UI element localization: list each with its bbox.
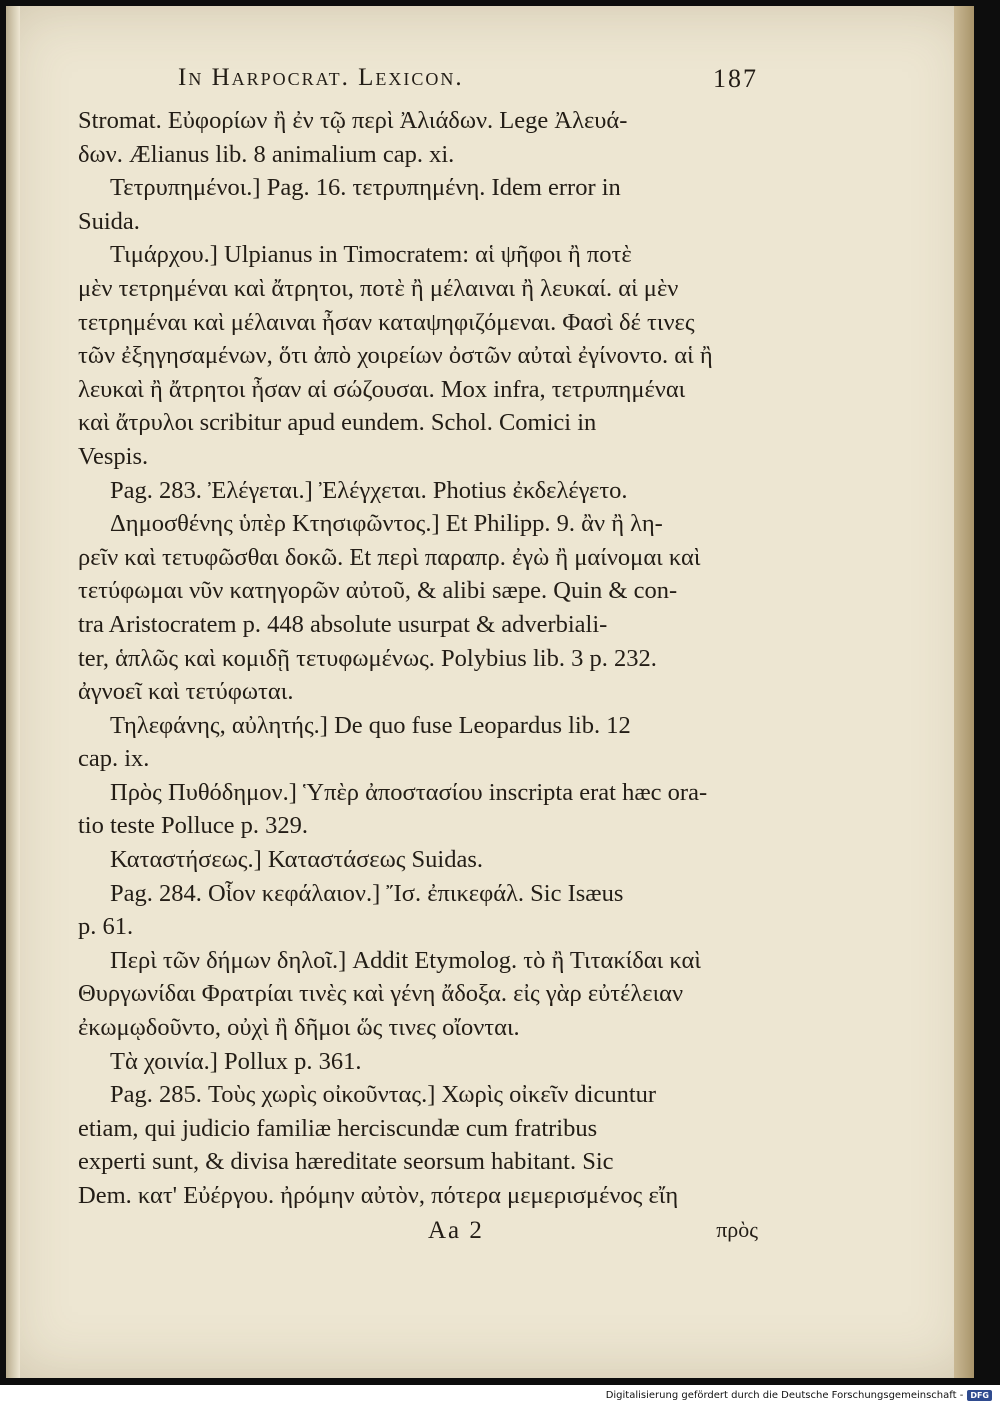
text-line: Πρὸς Πυθόδημον.] Ὑπὲρ ἀποστασίου inscripta erat hæc ora- [110, 778, 708, 806]
text-line: ἐκωμῳδοῦντο, οὐχὶ ἢ δῆμοι ὥς τινες οἴονται. [78, 1014, 520, 1042]
text-line: Τὰ χοινία.] Pollux p. 361. [110, 1047, 362, 1075]
text-line: Pag. 285. Τοὺς χωρὶς οἰκοῦντας.] Χωρὶς οἰκεῖν dicuntur [110, 1081, 657, 1109]
text-line: tio teste Polluce p. 329. [78, 812, 308, 840]
text-line: Καταστήσεως.] Καταστάσεως Suidas. [110, 846, 484, 874]
text-line: τετύφωμαι νῦν κατηγορῶν αὐτοῦ, & alibi sæpe. Quin & con- [78, 577, 678, 605]
text-line: καὶ ἄτρυλοι scribitur apud eundem. Schol. Comici in [78, 409, 597, 437]
page-footer [78, 1217, 758, 1257]
text-line: Τετρυπημένοι.] Pag. 16. τετρυπημένη. Idem error in [110, 174, 621, 202]
page-body [78, 104, 758, 1213]
text-line: δων. Ælianus lib. 8 animalium cap. xi. [78, 140, 455, 168]
page-header [78, 64, 758, 104]
text-line: etiam, qui judicio familiæ herciscundæ cum fratribus [78, 1114, 598, 1142]
text-line: μὲν τετρημέναι καὶ ἄτρητοι, ποτὲ ἢ μέλαιναι ἢ λευκαί. αἱ μὲν [78, 274, 679, 302]
text-line: p. 61. [78, 913, 134, 941]
page-number: 187 [713, 64, 758, 93]
text-line: tra Aristocratem p. 448 absolute usurpat & adverbiali- [78, 610, 608, 638]
text-line: Τηλεφάνης, αὐλητής.] De quo fuse Leopardus lib. 12 [110, 711, 631, 739]
text-line: Τιμάρχου.] Ulpianus in Timocratem: αἱ ψῆφοι ἢ ποτὲ [110, 241, 632, 269]
running-head: In Harpocrat. Lexicon. [178, 64, 464, 91]
text-line: ρεῖν καὶ τετυφῶσθαι δοκῶ. Et περὶ παραπρ. ἐγὼ ἢ μαίνομαι καὶ [78, 543, 701, 571]
catchword: πρὸς [716, 1216, 758, 1242]
text-line: τῶν ἐξηγησαμένων, ὅτι ἀπὸ χοιρείων ὀστῶν αὐταὶ ἐγίνοντο. αἱ ἢ [78, 342, 713, 370]
text-line: Περὶ τῶν δήμων δηλοῖ.] Addit Etymolog. τὸ ἢ Τιτακίδαι καὶ [110, 946, 701, 974]
signature-mark: Aa 2 [428, 1216, 484, 1244]
text-line: cap. ix. [78, 745, 150, 773]
text-line: ἀγνοεῖ καὶ τετύφωται. [78, 678, 294, 706]
text-line: τετρημέναι καὶ μέλαιναι ἦσαν καταψηφιζόμεναι. Φασὶ δέ τινες [78, 308, 695, 336]
credit-text: Digitalisierung gefördert durch die Deutsche Forschungsgemeinschaft - [605, 1390, 964, 1401]
book-page [6, 6, 974, 1378]
text-line: λευκαὶ ἢ ἄτρητοι ἦσαν αἱ σώζουσαι. Mox infra, τετρυπημέναι [78, 375, 686, 403]
text-line: Θυργωνίδαι Φρατρίαι τινὲς καὶ γένη ἄδοξα. εἰς γὰρ εὐτέλειαν [78, 980, 684, 1008]
text-line: Δημοσθένης ὑπὲρ Κτησιφῶντος.] Et Philipp. 9. ἂν ἢ λη- [110, 510, 663, 538]
text-line: experti sunt, & divisa hæreditate seorsum habitant. Sic [78, 1148, 614, 1176]
text-line: ter, ἁπλῶς καὶ κομιδῇ τετυφωμένως. Polybius lib. 3 p. 232. [78, 644, 657, 672]
page-edge [954, 6, 974, 1378]
text-line: Stromat. Εὐφορίων ἢ ἐν τῷ περὶ Ἀλιάδων. Lege Ἀλευά- [78, 107, 628, 134]
text-line: Dem. κατ' Εὐέργου. ἠρόμην αὐτὸν, πότερα μεμερισμένος εἴη [78, 1182, 679, 1209]
page-text-block [78, 64, 758, 1257]
text-line: Vespis. [78, 442, 149, 470]
digitization-credit [606, 1390, 992, 1401]
text-line: Pag. 284. Οἷον κεφάλαιον.] Ἴσ. ἐπικεφάλ. Sic Isæus [110, 879, 624, 907]
text-line: Suida. [78, 207, 140, 235]
dfg-logo-icon: DFG [967, 1390, 992, 1401]
page-gutter-shadow [6, 6, 20, 1378]
text-line: Pag. 283. Ἐλέγεται.] Ἐλέγχεται. Photius ἐκδελέγετο. [110, 476, 628, 504]
